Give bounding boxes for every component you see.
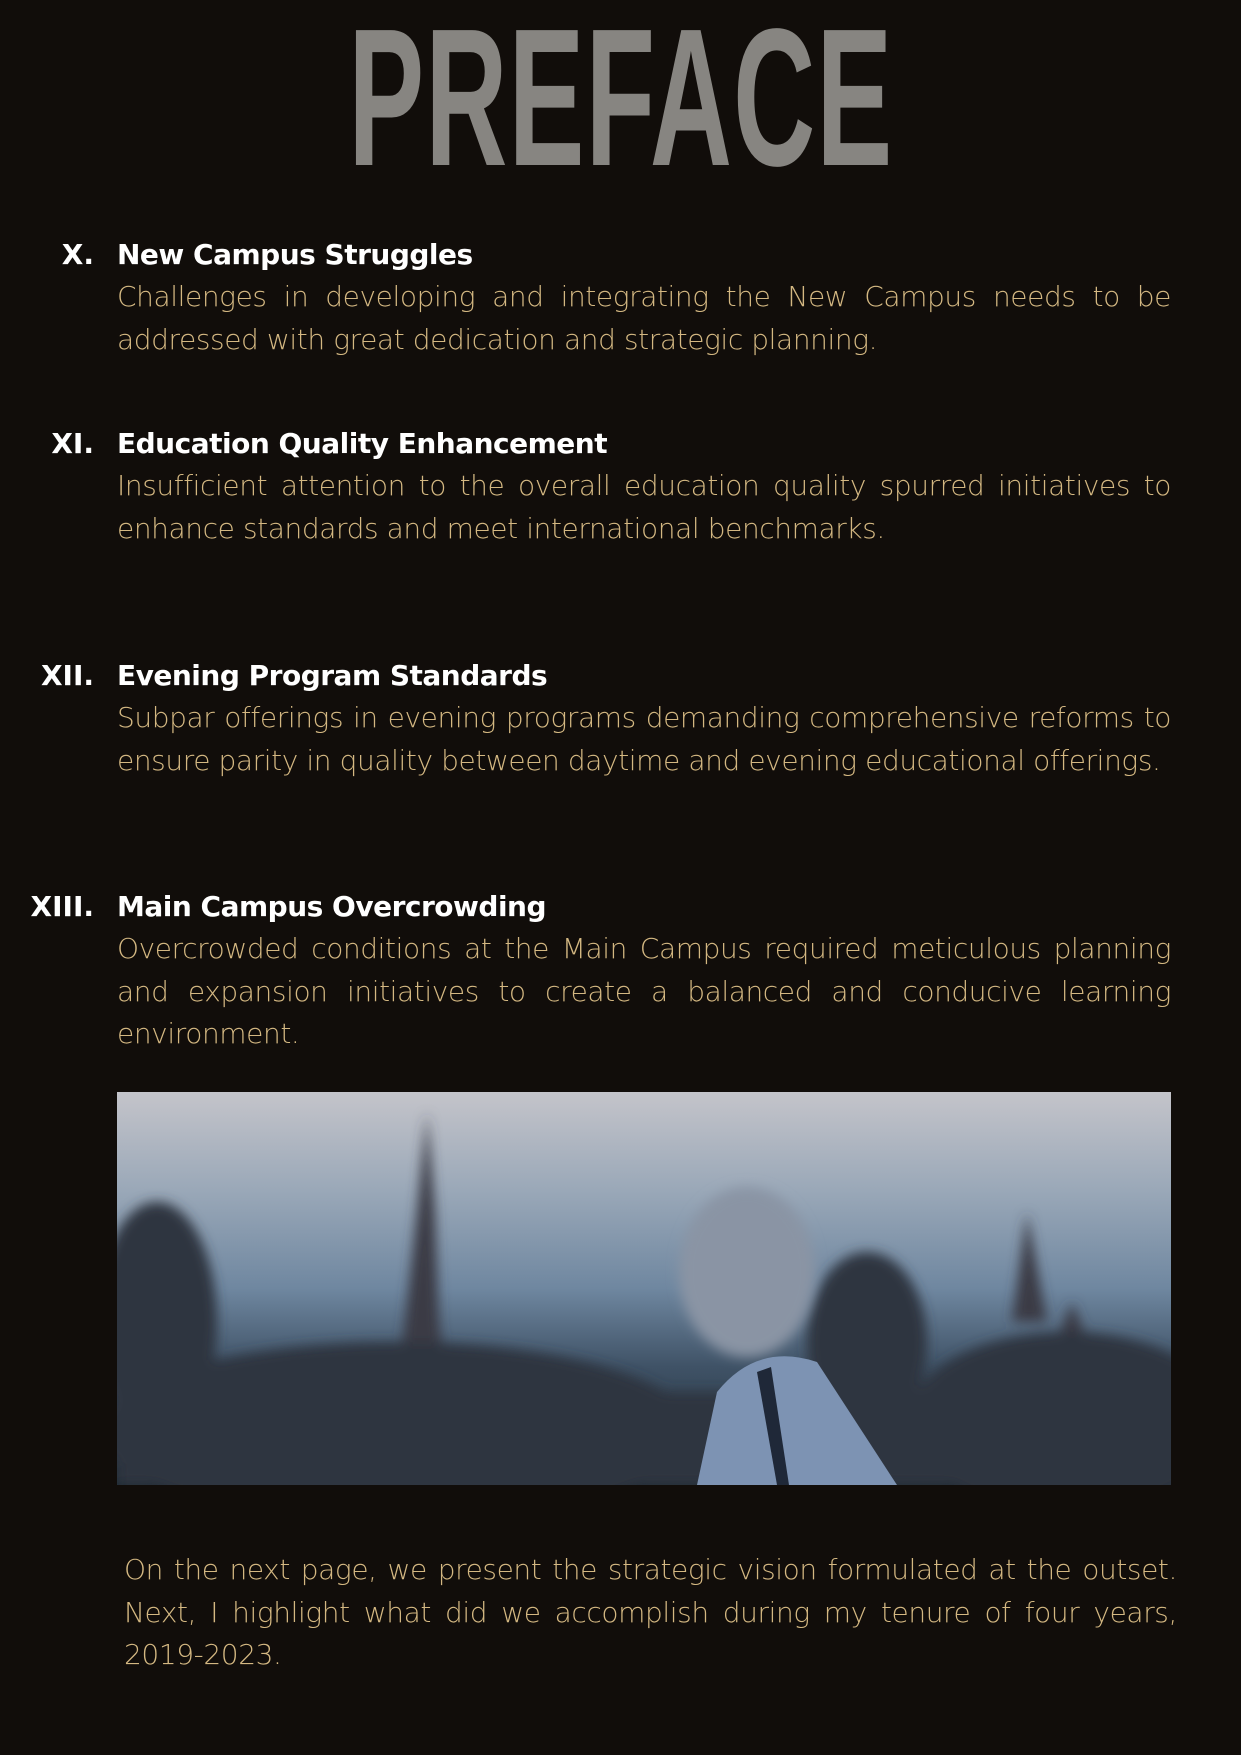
section-body: Challenges in developing and integrating the New Campus needs to be addressed with great dedication and strategic planning. bbox=[117, 280, 1171, 356]
campus-photo bbox=[117, 1092, 1171, 1485]
section-body: Subpar offerings in evening programs demanding comprehensive reforms to ensure parity in quality between daytime and evening educational offerings. bbox=[117, 701, 1171, 777]
section-body: Overcrowded conditions at the Main Campus required meticulous planning and expansion initiatives to create a balanced and conducive learning environment. bbox=[117, 932, 1171, 1050]
section-heading: Education Quality Enhancement bbox=[117, 427, 608, 460]
section-body: Insufficient attention to the overall education quality spurred initiatives to enhance standards and meet international benchmarks. bbox=[117, 469, 1171, 545]
section-numeral: X. bbox=[61, 238, 94, 271]
section-numeral: XI. bbox=[51, 427, 94, 460]
closing-paragraph: On the next page, we present the strategic vision formulated at the outset. Next, I highlight what did we accomplish during my tenure of four years, 2019-2023. bbox=[124, 1553, 1177, 1671]
section-heading: Main Campus Overcrowding bbox=[117, 890, 547, 923]
section-heading: New Campus Struggles bbox=[117, 238, 473, 271]
section-numeral: XII. bbox=[40, 659, 94, 692]
campus-photo-illustration bbox=[117, 1092, 1171, 1485]
page-title bbox=[0, 0, 1241, 207]
section-heading: Evening Program Standards bbox=[117, 659, 548, 692]
page-title-text: PREFACE bbox=[347, 0, 894, 207]
section-numeral: XIII. bbox=[30, 890, 94, 923]
